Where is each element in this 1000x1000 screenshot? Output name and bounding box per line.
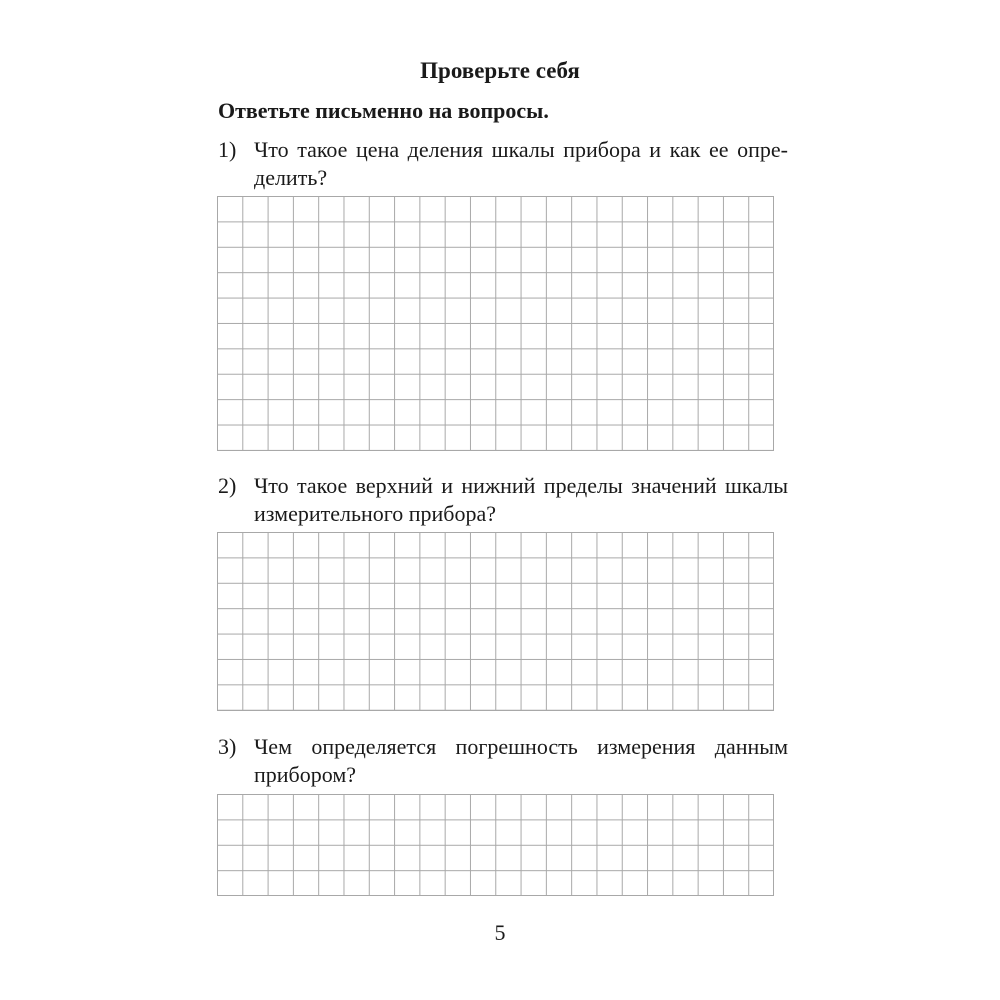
instruction-heading: Ответьте письменно на вопросы. — [218, 98, 549, 123]
question-text-line: Что такое верхний и нижний пределы значений шкалы — [254, 473, 788, 498]
answer-grid-2[interactable] — [217, 532, 774, 711]
question-text-line: делить? — [254, 165, 328, 190]
answer-grid-3[interactable] — [217, 794, 774, 896]
question-number: 2) — [218, 473, 237, 498]
question-text-line: Чем определяется погрешность измерения данным — [254, 734, 788, 759]
question-text-line: прибором? — [254, 762, 357, 787]
question-number: 3) — [218, 734, 237, 759]
question-2 — [218, 472, 788, 528]
answer-grid-1[interactable] — [217, 196, 774, 451]
question-1 — [218, 136, 788, 192]
page-title: Проверьте себя — [420, 58, 580, 83]
page-number: 5 — [494, 920, 506, 945]
question-text-line: измерительного прибора? — [254, 501, 497, 526]
question-3 — [218, 733, 788, 789]
question-number: 1) — [218, 137, 237, 162]
question-text-line: Что такое цена деления шкалы прибора и как ее опре- — [254, 137, 788, 162]
